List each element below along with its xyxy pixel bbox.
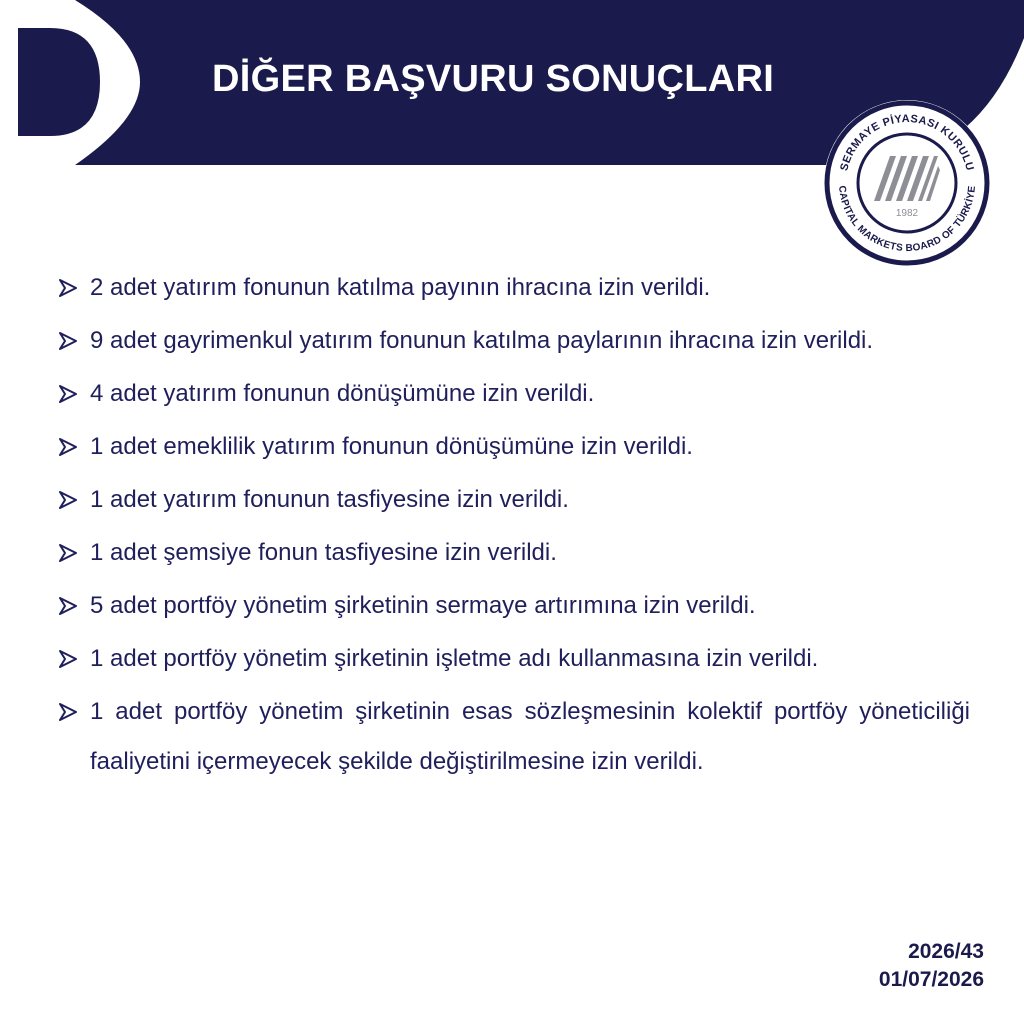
arrow-bullet-icon [58, 384, 78, 404]
bulletin-date: 01/07/2026 [878, 968, 984, 991]
list-item [58, 316, 970, 366]
list-item-text: 1 adet portföy yönetim şirketinin işletme adı kullanmasına izin verildi. [90, 645, 819, 672]
list-item-text: 9 adet gayrimenkul yatırım fonunun katılma paylarının ihracına izin verildi. [90, 327, 874, 354]
spk-seal-icon [822, 98, 992, 268]
arrow-bullet-icon [58, 331, 78, 351]
seal-top-text: SERMAYE PİYASASI KURULU [838, 112, 976, 173]
bulletin-number: 2026/43 [908, 940, 984, 963]
arrow-bullet-icon [58, 278, 78, 298]
seal-year: 1982 [895, 208, 919, 219]
results-list [58, 263, 970, 787]
arrow-bullet-icon [58, 596, 78, 616]
seal-bottom-text: CAPITAL MARKETS BOARD OF TÜRKİYE [835, 185, 979, 255]
list-item-text: 5 adet portföy yönetim şirketinin sermaye artırımına izin verildi. [90, 592, 756, 619]
footer [879, 938, 984, 994]
list-item-text: 1 adet yatırım fonunun tasfiyesine izin verildi. [90, 486, 569, 513]
results-list-container [58, 263, 970, 790]
list-item-text: 1 adet portföy yönetim şirketinin esas sözleşmesinin kolektif portföy yöneticiliği faaliyetini içermeyecek şekilde değiştirilmesine izin verildi. [90, 698, 970, 775]
list-item-text: 4 adet yatırım fonunun dönüşümüne izin verildi. [90, 380, 595, 407]
list-item [58, 581, 970, 631]
arrow-bullet-icon [58, 490, 78, 510]
d-letter-icon [18, 28, 100, 136]
arrow-bullet-icon [58, 437, 78, 457]
arrow-bullet-icon [58, 543, 78, 563]
page-title: DİĞER BAŞVURU SONUÇLARI [212, 58, 775, 100]
list-item [58, 634, 970, 684]
list-item [58, 687, 970, 787]
arrow-bullet-icon [58, 702, 78, 722]
list-item [58, 369, 970, 419]
list-item [58, 528, 970, 578]
list-item-text: 1 adet emeklilik yatırım fonunun dönüşümüne izin verildi. [90, 433, 693, 460]
list-item [58, 475, 970, 525]
arrow-bullet-icon [58, 649, 78, 669]
list-item [58, 263, 970, 313]
list-item [58, 422, 970, 472]
list-item-text: 1 adet şemsiye fonun tasfiyesine izin verildi. [90, 539, 557, 566]
list-item-text: 2 adet yatırım fonunun katılma payının ihracına izin verildi. [90, 274, 711, 301]
